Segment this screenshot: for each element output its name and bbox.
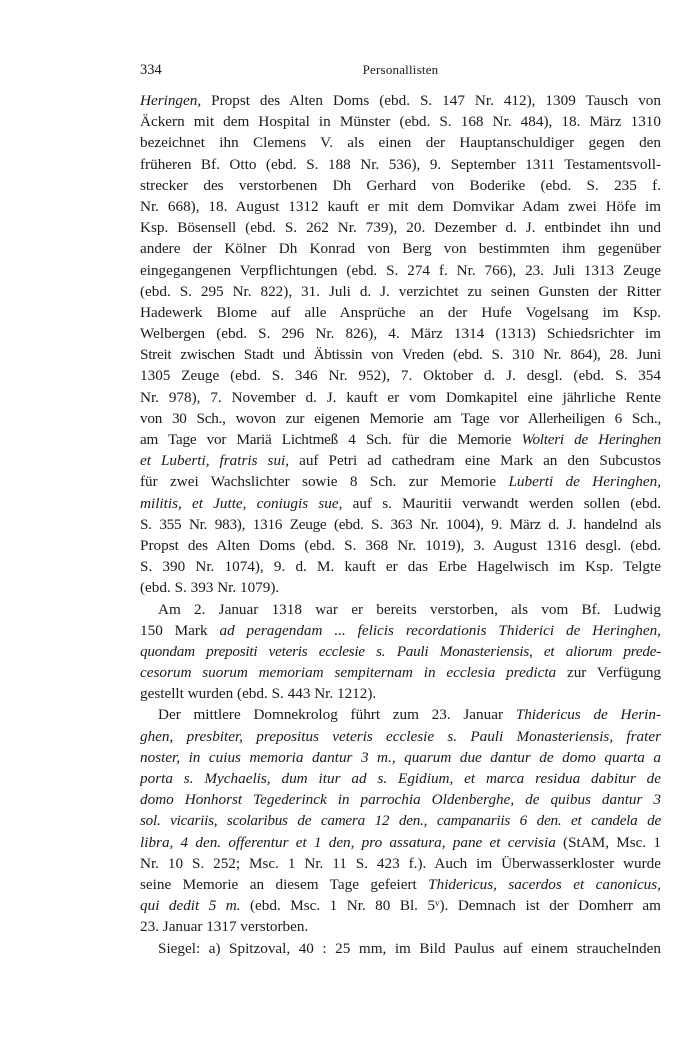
text-run: für zwei Wachslichter sowie 8 Sch. zur Memorie xyxy=(140,473,509,491)
text-line xyxy=(140,450,661,471)
text-run: eingegangenen Verpflichtungen (ebd. S. 274 f. Nr. 766), 23. Juli 1313 Zeuge xyxy=(140,261,661,279)
text-run: Nr. 978), 7. November d. J. kauft er vom Domkapitel eine jährliche Rente xyxy=(140,388,661,406)
text-line xyxy=(140,874,661,895)
text-run: Nr. 668), 18. August 1312 kauft er mit dem Domvikar Adam zwei Höfe im xyxy=(140,197,661,215)
italic-run: cesorum suorum memoriam sempiternam in ecclesia predicta xyxy=(140,664,557,682)
italic-run: Thidericus de Herin- xyxy=(515,706,661,724)
text-line xyxy=(140,810,661,831)
italic-run: quondam prepositi veteris ecclesie s. Pauli Monasteriensis, et aliorum prede- xyxy=(140,642,661,660)
text-run: Am 2. Januar 1318 war er bereits verstorben, als vom Bf. Ludwig xyxy=(158,600,661,618)
text-line xyxy=(140,344,661,365)
text-line xyxy=(140,408,661,429)
italic-run: libra, 4 den. offerentur et 1 den, pro assatura, pane et cervisia xyxy=(140,833,556,851)
text-line xyxy=(140,132,661,153)
running-head: Personallisten xyxy=(362,62,439,77)
text-line xyxy=(140,747,661,768)
text-line xyxy=(140,281,661,302)
text-line xyxy=(140,196,661,217)
text-run: S. 355 Nr. 983), 1316 Zeuge (ebd. S. 363 Nr. 1004), 9. März d. J. handelnd als xyxy=(140,515,661,533)
text-run: Siegel: a) Spitzoval, 40 : 25 mm, im Bild Paulus auf einem strauchelnden xyxy=(158,939,661,957)
italic-run: Wolteri de Heringhen xyxy=(521,431,661,448)
italic-run: sol. vicariis, scolaribus de camera 12 den., campanariis 6 den. et candela de xyxy=(140,812,661,830)
text-run: (ebd. Msc. 1 Nr. 80 Bl. 5ᵛ). Demnach ist der Domherr am xyxy=(240,897,661,915)
italic-run: ad peragendam ... felicis recordationis Thiderici de Heringhen, xyxy=(219,621,661,639)
text-line xyxy=(140,726,661,747)
text-run: Nr. 10 S. 252; Msc. 1 Nr. 11 S. 423 f.). Auch im Überwasserkloster wurde xyxy=(140,854,661,872)
text-line xyxy=(140,514,661,535)
text-run: andere der Kölner Dh Konrad von Berg von bestimmten ihm gegenüber xyxy=(140,240,661,258)
text-run: (StAM, Msc. 1 xyxy=(555,833,661,851)
italic-run: ghen, presbiter, prepositus veteris ecclesie s. Pauli Monasteriensis, frater xyxy=(140,727,661,745)
text-line xyxy=(140,832,661,853)
text-run: bezeichnet ihn Clemens V. als einen der Hauptanschuldiger gegen den xyxy=(140,134,661,152)
text-line xyxy=(140,429,661,450)
text-line xyxy=(140,768,661,789)
text-run: am Tage vor Mariä Lichtmeß 4 Sch. für die Memorie xyxy=(140,431,522,448)
text-run: 23. Januar 1317 verstorben. xyxy=(140,918,309,936)
text-line xyxy=(140,556,661,577)
text-line xyxy=(140,471,661,492)
text-line xyxy=(140,895,661,916)
text-run: auf s. Mauritii verwandt werden sollen (ebd. xyxy=(342,494,661,512)
text-run: Ksp. Bösensell (ebd. S. 262 Nr. 739), 20. Dezember d. J. entbindet ihn und xyxy=(140,219,661,237)
page-number: 334 xyxy=(140,62,162,78)
text-line xyxy=(140,493,661,514)
text-line xyxy=(140,302,661,323)
text-run: Äckern mit dem Hospital in Münster (ebd. S. 168 Nr. 484), 18. März 1310 xyxy=(140,113,661,131)
text-run: zur Verfügung xyxy=(556,664,661,682)
italic-run: qui dedit 5 m. xyxy=(140,897,241,915)
text-run: auf Petri ad cathedram eine Mark an den Subcustos xyxy=(289,452,661,470)
text-run: Propst des Alten Doms (ebd. S. 368 Nr. 1019), 3. August 1316 desgl. (ebd. xyxy=(140,536,661,554)
text-run: Welbergen (ebd. S. 296 Nr. 826), 4. März 1314 (1313) Schiedsrichter im xyxy=(140,325,661,343)
text-line xyxy=(140,217,661,238)
text-line xyxy=(140,90,661,111)
text-run: früheren Bf. Otto (ebd. S. 188 Nr. 536), 9. September 1311 Testamentsvoll- xyxy=(140,155,661,173)
text-run: Propst des Alten Doms (ebd. S. 147 Nr. 412), 1309 Tausch von xyxy=(201,92,661,109)
paragraph-start-line xyxy=(140,599,661,620)
text-run: (ebd. S. 393 Nr. 1079). xyxy=(140,579,280,597)
text-run: 1305 Zeuge (ebd. S. 346 Nr. 952), 7. Oktober d. J. desgl. (ebd. S. 354 xyxy=(140,367,661,385)
text-line xyxy=(140,577,661,598)
italic-run: Luberti de Heringhen, xyxy=(508,473,661,491)
italic-run: militis, et Jutte, coniugis sue, xyxy=(140,494,343,512)
text-run: Hadewerk Blome auf alle Ansprüche an der Hufe Vogelsang im Ksp. xyxy=(140,303,661,321)
text-line xyxy=(140,641,661,662)
italic-run: noster, in cuius memoria dantur 3 m., quarum due dantur de domo quarta a xyxy=(140,748,661,766)
text-line xyxy=(140,175,661,196)
text-line xyxy=(140,620,661,641)
text-line xyxy=(140,916,661,937)
italic-run: et Luberti, fratris sui, xyxy=(140,452,290,470)
italic-run: domo Honhorst Tegederinck in parrochia Oldenberghe, de quibus dantur 3 xyxy=(140,791,661,809)
italic-run: Heringen, xyxy=(140,92,202,109)
text-run: seine Memorie an diesem Tage gefeiert xyxy=(140,875,429,893)
paragraph-start-line xyxy=(140,704,661,725)
text-line xyxy=(140,387,661,408)
text-line xyxy=(140,365,661,386)
body-text xyxy=(140,90,661,959)
text-line xyxy=(140,111,661,132)
text-run: von 30 Sch., wovon zur eigenen Memorie am Tage vor Allerheiligen 6 Sch., xyxy=(140,409,661,427)
text-line xyxy=(140,238,661,259)
text-run: Der mittlere Domnekrolog führt zum 23. Januar xyxy=(158,706,516,724)
text-line xyxy=(140,535,661,556)
text-line xyxy=(140,154,661,175)
text-run: 150 Mark xyxy=(140,621,220,639)
text-run: S. 390 Nr. 1074), 9. d. M. kauft er das Erbe Hagelwisch im Ksp. Telgte xyxy=(140,558,661,576)
text-run: gestellt wurden (ebd. S. 443 Nr. 1212). xyxy=(140,685,377,703)
text-run: strecker des verstorbenen Dh Gerhard von Boderike (ebd. S. 235 f. xyxy=(140,176,661,194)
text-line xyxy=(140,789,661,810)
text-line xyxy=(140,853,661,874)
text-line xyxy=(140,260,661,281)
italic-run: porta s. Mychaelis, dum itur ad s. Egidium, et marca residua dabitur de xyxy=(140,770,661,787)
text-line xyxy=(140,323,661,344)
text-line xyxy=(140,662,661,683)
text-run: Streit zwischen Stadt und Äbtissin von Vreden (ebd. S. 310 Nr. 864), 28. Juni xyxy=(140,346,661,364)
paragraph-start-line xyxy=(140,938,661,959)
page-header xyxy=(140,62,661,84)
text-run: (ebd. S. 295 Nr. 822), 31. Juli d. J. verzichtet zu seinen Gunsten der Ritter xyxy=(140,282,661,300)
italic-run: Thidericus, sacerdos et canonicus, xyxy=(428,875,661,893)
text-line xyxy=(140,683,661,704)
